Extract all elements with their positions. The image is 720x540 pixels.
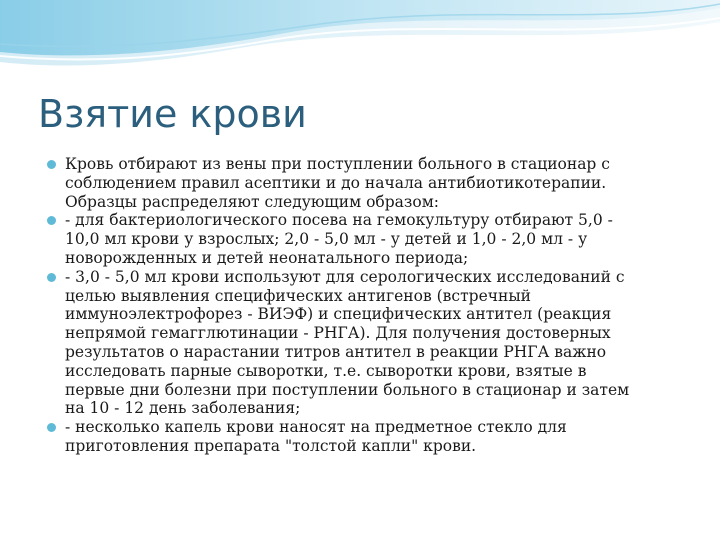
bullet-item	[47, 268, 697, 418]
bullet-text-line: результатов о нарастании титров антител в реакции РНГА важно	[65, 342, 607, 361]
bullet-text-line: целью выявления специфических антигенов (встречный	[65, 286, 531, 305]
bullet-text-line: первые дни болезни при поступлении больного в стационар и затем	[65, 380, 630, 399]
bullet-text-line: новорожденных и детей неонатального периода;	[65, 248, 469, 267]
bullet-dot-icon	[47, 160, 56, 169]
bullet-text-line: на 10 - 12 день заболевания;	[65, 399, 301, 418]
bullet-text-line: приготовления препарата "толстой капли" крови.	[65, 436, 477, 455]
bullet-text-line: непрямой гемагглютинации - РНГА). Для получения достоверных	[65, 324, 611, 343]
bullet-list	[47, 155, 697, 456]
bullet-text-line: - 3,0 - 5,0 мл крови используют для серологических исследований с	[65, 267, 625, 286]
bullet-text-line: 10,0 мл крови у взрослых; 2,0 - 5,0 мл - у детей и 1,0 - 2,0 мл - у	[65, 230, 588, 249]
slide-title: Взятие крови	[38, 92, 307, 136]
header-wave-decoration	[0, 0, 720, 90]
bullet-text-line: иммуноэлектрофорез - ВИЭФ) и специфических антител (реакция	[65, 305, 612, 324]
bullet-dot-icon	[47, 273, 56, 282]
bullet-text-line: - несколько капель крови наносят на предметное стекло для	[65, 418, 567, 437]
bullet-text-line: соблюдением правил асептики и до начала антибиотикотерапии.	[65, 173, 607, 192]
bullet-text-line: Образцы распределяют следующим образом:	[65, 192, 439, 211]
bullet-item	[47, 211, 697, 267]
bullet-dot-icon	[47, 216, 56, 225]
bullet-item	[47, 418, 697, 456]
bullet-text-line: исследовать парные сыворотки, т.е. сыворотки крови, взятые в	[65, 361, 587, 380]
bullet-item	[47, 155, 697, 211]
bullet-dot-icon	[47, 423, 56, 432]
bullet-text-line: Кровь отбирают из вены при поступлении больного в стационар с	[65, 155, 610, 173]
bullet-text-line: - для бактериологического посева на гемокультуру отбирают 5,0 -	[65, 211, 613, 230]
